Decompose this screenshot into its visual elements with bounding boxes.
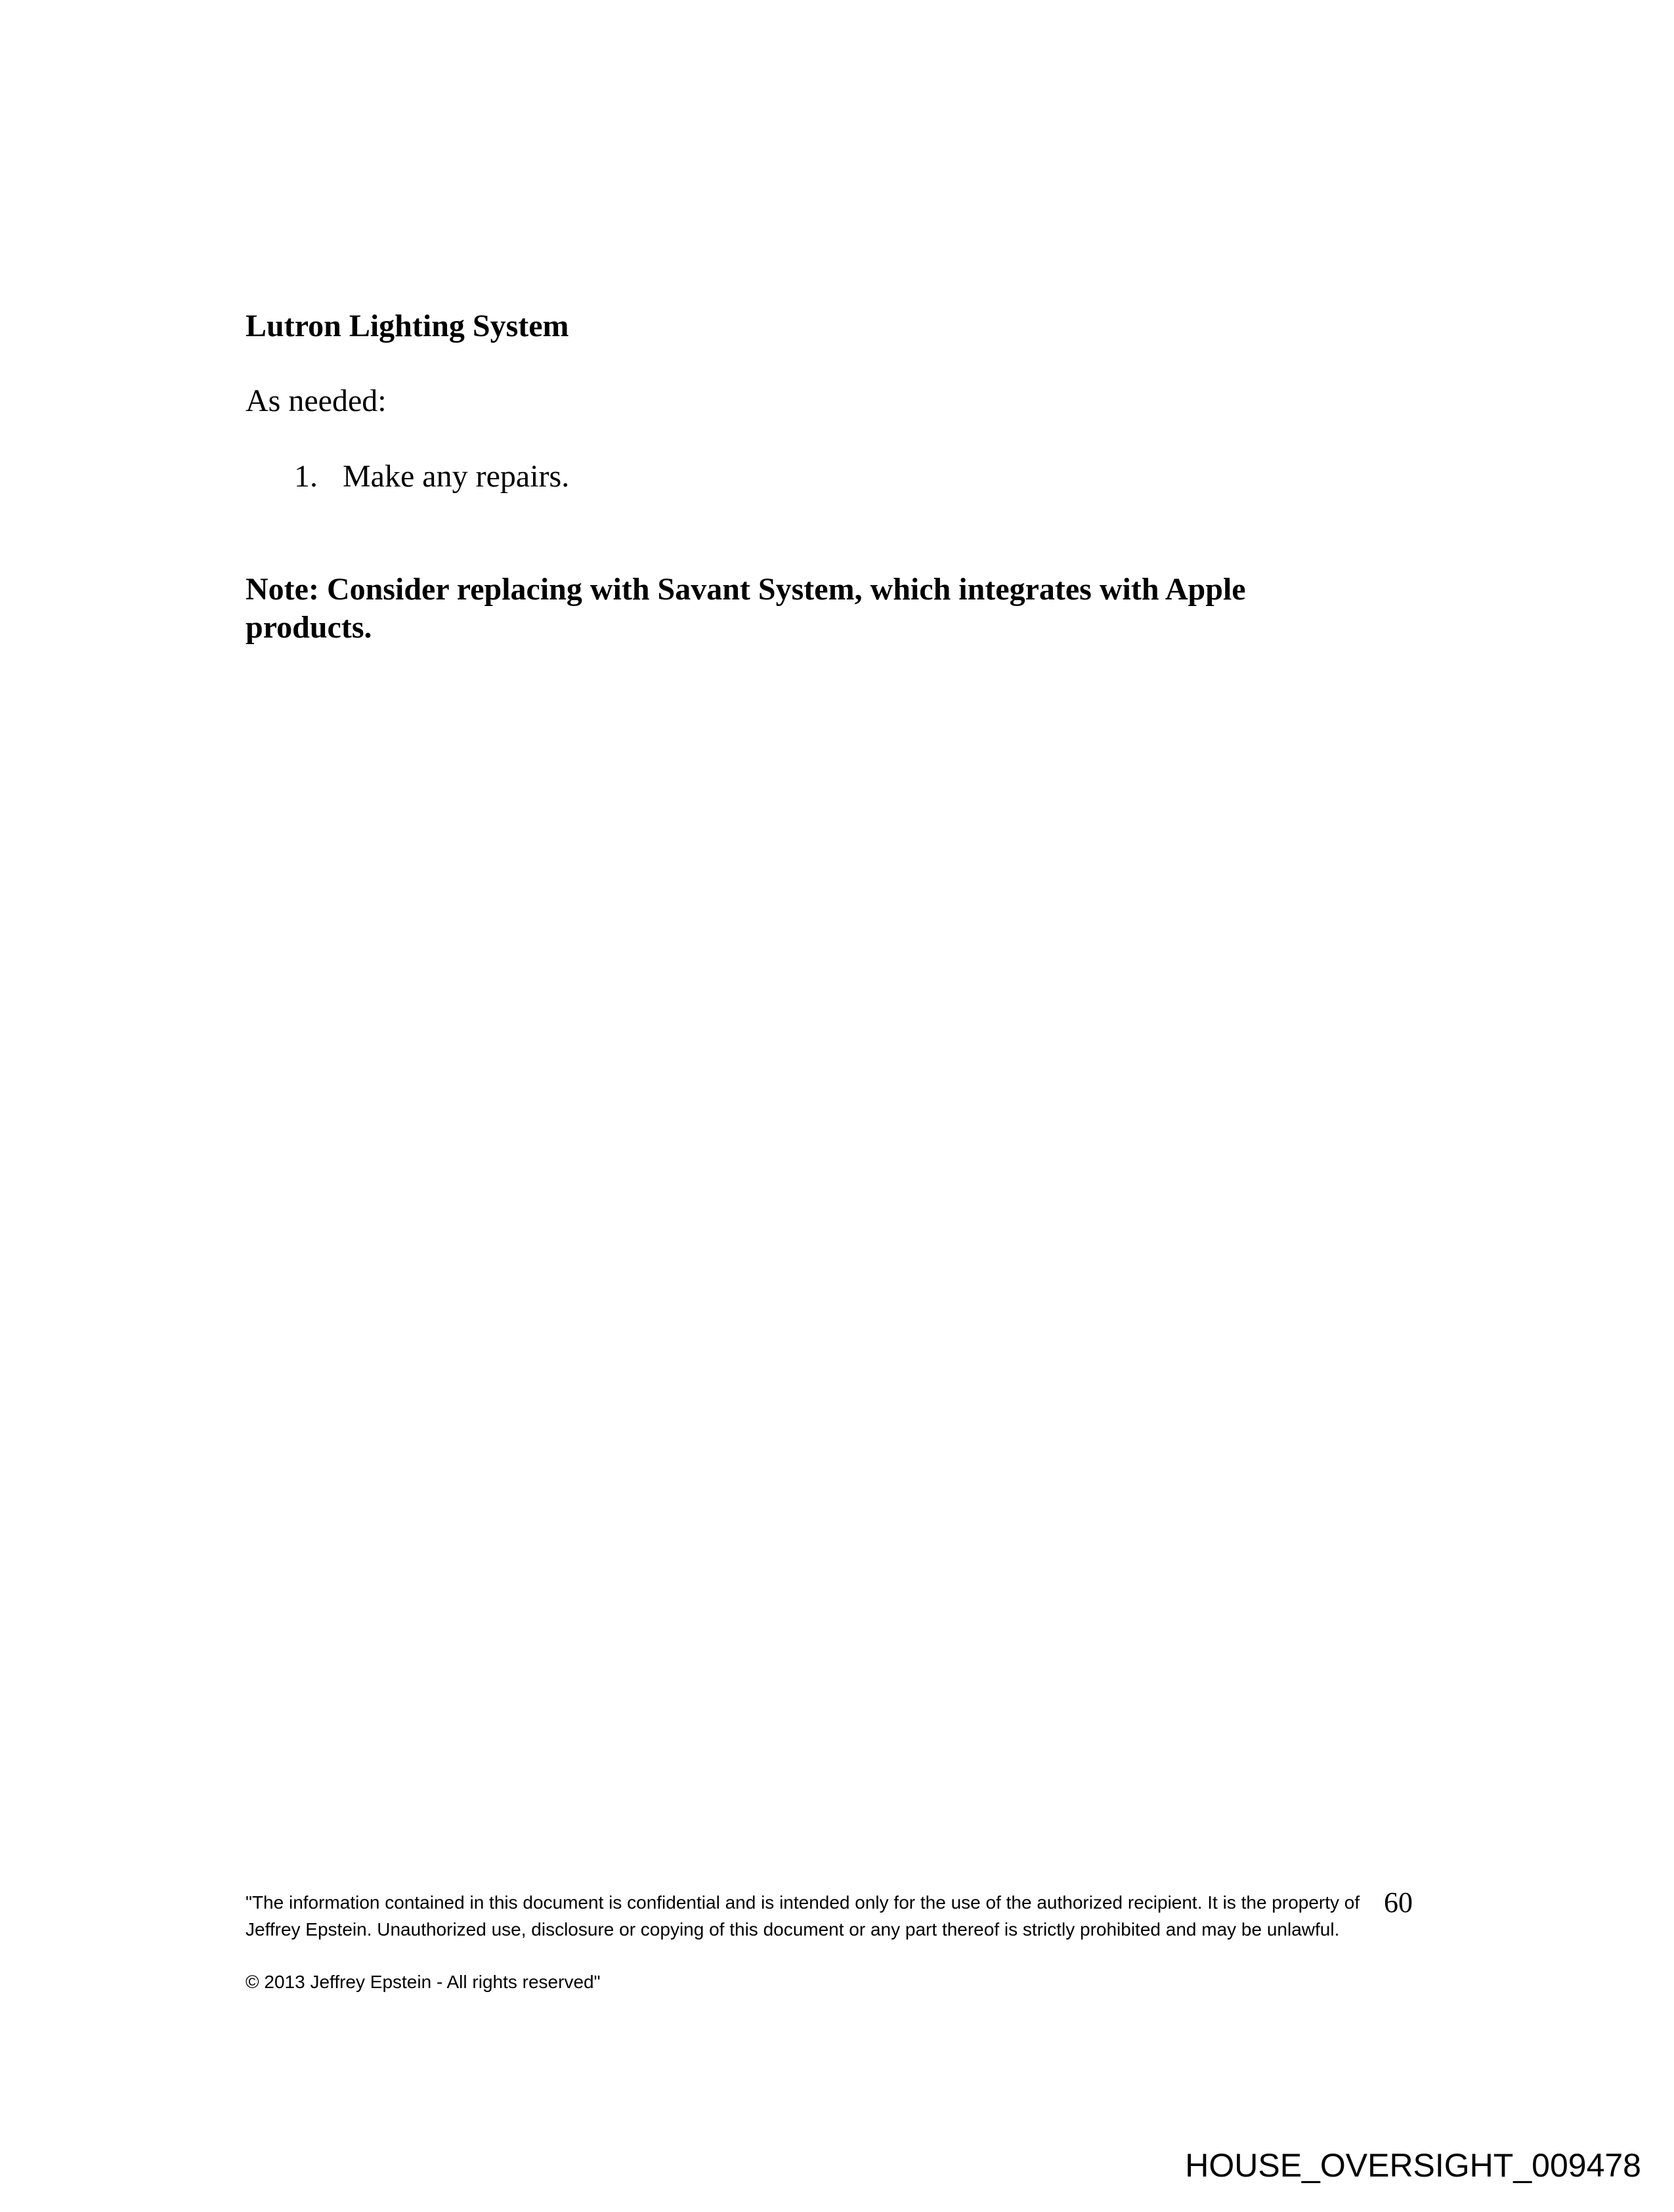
list-item [294, 458, 569, 496]
list-item-text: Make any repairs. [343, 459, 570, 494]
list-item-number: 1. [294, 459, 318, 494]
bates-number: HOUSE_OVERSIGHT_009478 [1185, 2147, 1641, 2184]
footer [246, 1890, 1394, 1996]
page-number: 60 [1384, 1886, 1413, 1919]
intro-text: As needed: [246, 383, 387, 418]
note-text: Note: Consider replacing with Savant System, which integrates with Apple products. [246, 572, 1246, 645]
copyright-notice: © 2013 Jeffrey Epstein - All rights reserved" [246, 1972, 601, 1993]
section-heading: Lutron Lighting System [246, 309, 569, 343]
confidentiality-notice: "The information contained in this document is confidential and is intended only for the use of the authorized recipient. It is the property of Jeffrey Epstein. Unauthorized use, disclosure or copying of this document or any part thereof is strictly prohibited and may be unlawful. [246, 1892, 1360, 1940]
